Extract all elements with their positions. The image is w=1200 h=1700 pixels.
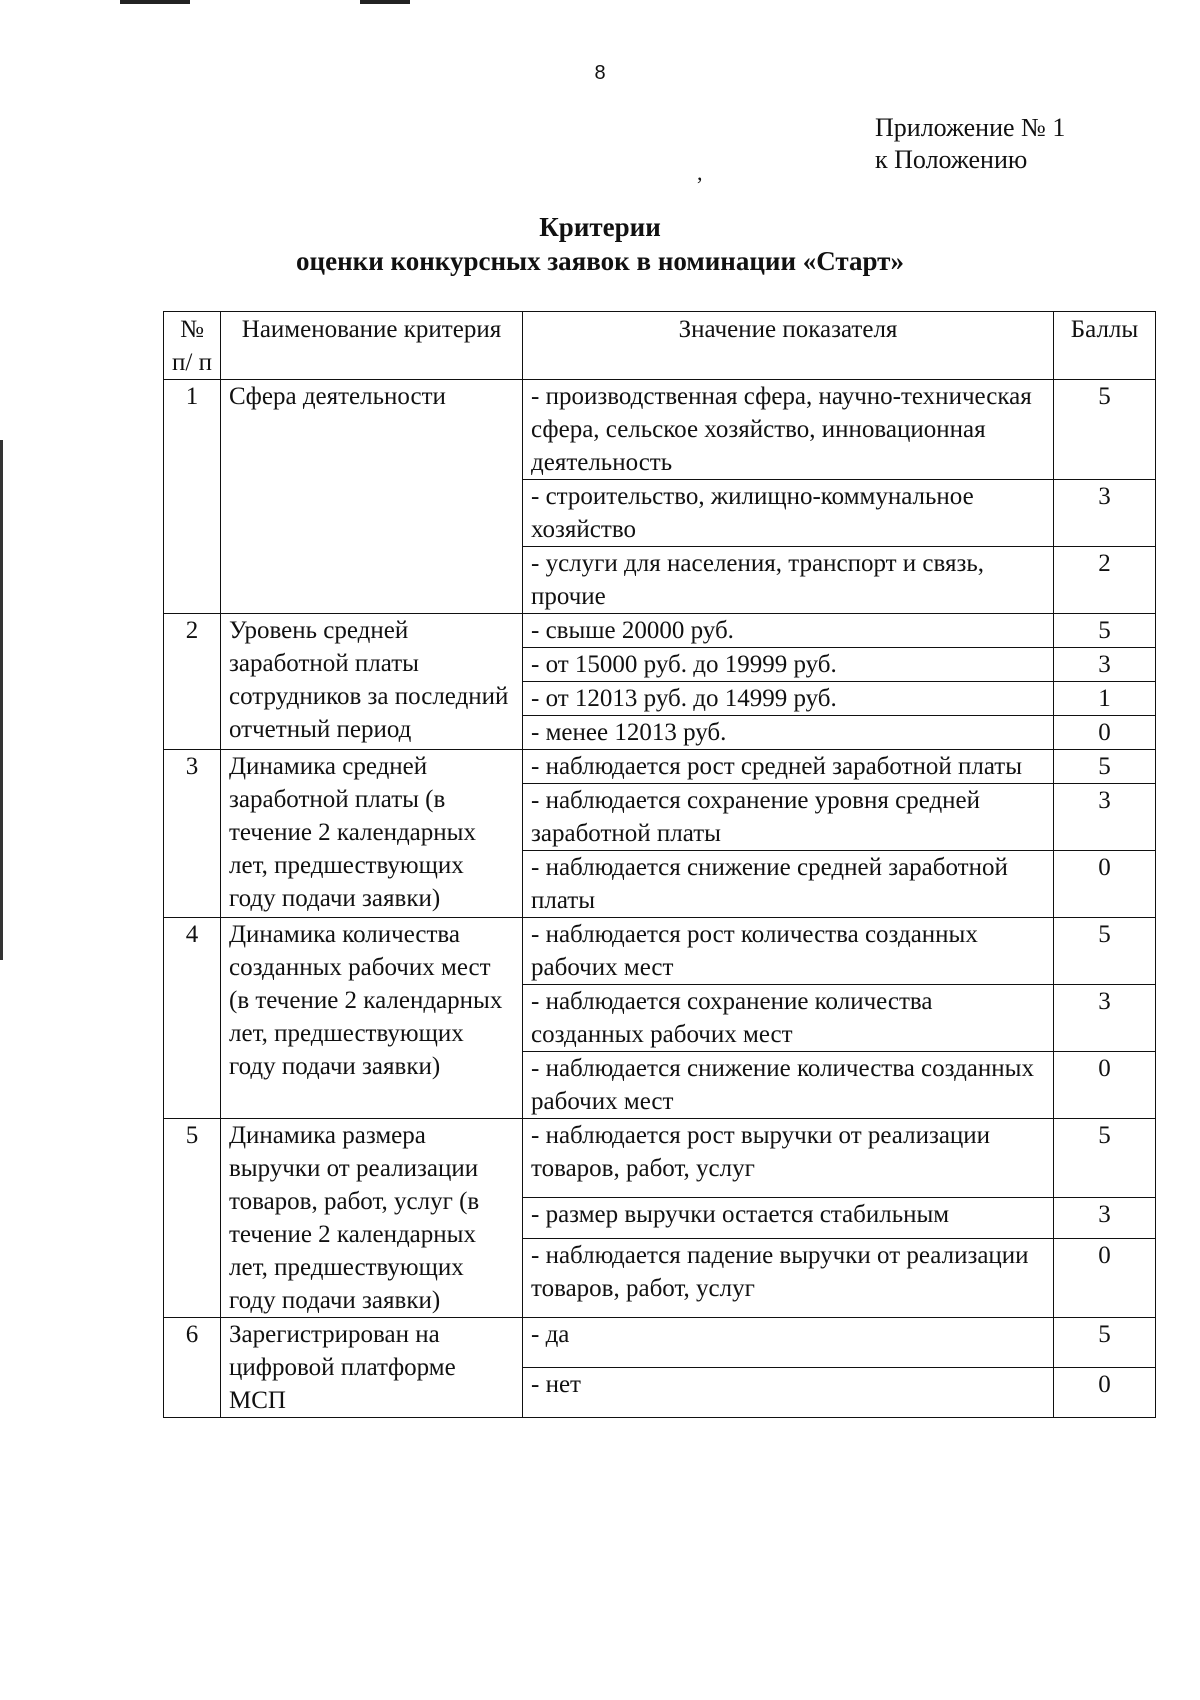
indicator-value: - производственная сфера, научно-техническая сфера, сельское хозяйство, инновационная деятельность	[523, 380, 1054, 480]
indicator-value: - размер выручки остается стабильным	[523, 1198, 1054, 1238]
table-row	[164, 750, 1156, 784]
scan-artifact: ,	[697, 160, 703, 185]
criterion-name: Динамика средней заработной платы (в течение 2 календарных лет, предшествующих году подачи заявки)	[221, 750, 523, 918]
table-row	[164, 1318, 1156, 1368]
indicator-points: 3	[1054, 480, 1156, 547]
criterion-number: 6	[164, 1318, 221, 1418]
criteria-table	[163, 311, 1156, 1418]
indicator-points: 0	[1054, 1238, 1156, 1317]
indicator-value: - от 12013 руб. до 14999 руб.	[523, 682, 1054, 716]
title-line: Критерии	[539, 212, 661, 242]
document-title	[0, 210, 1200, 278]
criterion-number: 2	[164, 614, 221, 750]
table-row	[164, 614, 1156, 648]
page-number: 8	[594, 62, 606, 84]
indicator-value: - наблюдается сохранение количества созданных рабочих мест	[523, 985, 1054, 1052]
indicator-points: 3	[1054, 985, 1156, 1052]
header-name: Наименование критерия	[221, 312, 523, 380]
table-header-row	[164, 312, 1156, 380]
table-row	[164, 1119, 1156, 1198]
indicator-points: 3	[1054, 648, 1156, 682]
scan-artifact	[120, 0, 190, 4]
indicator-points: 5	[1054, 1119, 1156, 1198]
indicator-value: - услуги для населения, транспорт и связь, прочие	[523, 547, 1054, 614]
indicator-value: - от 15000 руб. до 19999 руб.	[523, 648, 1054, 682]
indicator-points: 5	[1054, 918, 1156, 985]
indicator-points: 0	[1054, 716, 1156, 750]
criterion-name: Сфера деятельности	[221, 380, 523, 614]
scan-artifact	[0, 440, 3, 960]
indicator-value: - наблюдается снижение средней заработной платы	[523, 851, 1054, 918]
indicator-points: 0	[1054, 1052, 1156, 1119]
indicator-value: - свыше 20000 руб.	[523, 614, 1054, 648]
indicator-value: - да	[523, 1318, 1054, 1368]
header-num: № п/ п	[164, 312, 221, 380]
indicator-value: - менее 12013 руб.	[523, 716, 1054, 750]
criterion-name: Динамика количества созданных рабочих мест (в течение 2 календарных лет, предшествующих году подачи заявки)	[221, 918, 523, 1119]
indicator-points: 3	[1054, 784, 1156, 851]
criterion-name: Уровень средней заработной платы сотрудников за последний отчетный период	[221, 614, 523, 750]
criterion-number: 3	[164, 750, 221, 918]
indicator-points: 1	[1054, 682, 1156, 716]
indicator-value: - нет	[523, 1368, 1054, 1418]
indicator-points: 5	[1054, 750, 1156, 784]
table-body	[164, 380, 1156, 1418]
indicator-points: 5	[1054, 614, 1156, 648]
appendix-note	[875, 112, 1065, 176]
indicator-points: 0	[1054, 1368, 1156, 1418]
indicator-value: - наблюдается сохранение уровня средней заработной платы	[523, 784, 1054, 851]
table-row	[164, 380, 1156, 480]
table-row	[164, 918, 1156, 985]
indicator-value: - наблюдается снижение количества созданных рабочих мест	[523, 1052, 1054, 1119]
criterion-name: Зарегистрирован на цифровой платформе МСП	[221, 1318, 523, 1418]
header-points: Баллы	[1054, 312, 1156, 380]
criterion-number: 1	[164, 380, 221, 614]
indicator-value: - наблюдается рост средней заработной платы	[523, 750, 1054, 784]
indicator-points: 2	[1054, 547, 1156, 614]
indicator-points: 3	[1054, 1198, 1156, 1238]
indicator-points: 0	[1054, 851, 1156, 918]
indicator-value: - наблюдается рост количества созданных рабочих мест	[523, 918, 1054, 985]
criterion-name: Динамика размера выручки от реализации товаров, работ, услуг (в течение 2 календарных лет, предшествующих году подачи заявки)	[221, 1119, 523, 1318]
indicator-value: - наблюдается рост выручки от реализации товаров, работ, услуг	[523, 1119, 1054, 1198]
criterion-number: 5	[164, 1119, 221, 1318]
appendix-line: к Положению	[875, 145, 1028, 174]
scan-artifact	[360, 0, 410, 4]
indicator-value: - наблюдается падение выручки от реализации товаров, работ, услуг	[523, 1238, 1054, 1317]
indicator-points: 5	[1054, 1318, 1156, 1368]
title-line: оценки конкурсных заявок в номинации «Старт»	[296, 246, 904, 276]
indicator-value: - строительство, жилищно-коммунальное хозяйство	[523, 480, 1054, 547]
criterion-number: 4	[164, 918, 221, 1119]
header-value: Значение показателя	[523, 312, 1054, 380]
appendix-line: Приложение № 1	[875, 113, 1066, 142]
indicator-points: 5	[1054, 380, 1156, 480]
